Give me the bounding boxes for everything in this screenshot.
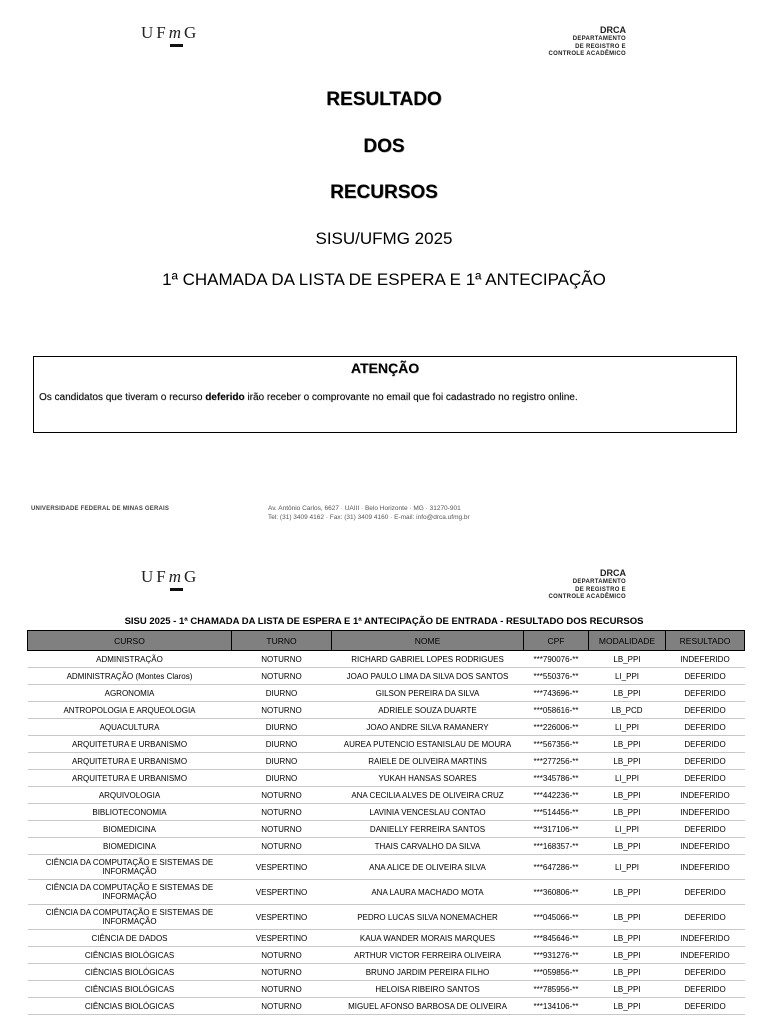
cell-cpf: ***226006-**	[524, 719, 589, 736]
cell-resultado: DEFERIDO	[666, 981, 745, 998]
cell-resultado: DEFERIDO	[666, 685, 745, 702]
cell-modalidade: LB_PPI	[589, 947, 666, 964]
cell-modalidade: LB_PPI	[589, 736, 666, 753]
cell-modalidade: LB_PPI	[589, 964, 666, 981]
logo-text-g: G	[184, 567, 200, 586]
cell-modalidade: LI_PPI	[589, 668, 666, 685]
cell-modalidade: LB_PPI	[589, 981, 666, 998]
cell-resultado: DEFERIDO	[666, 880, 745, 905]
cell-curso: CIÊNCIAS BIOLÓGICAS	[28, 964, 232, 981]
cell-resultado: DEFERIDO	[666, 770, 745, 787]
logo-text-uf: UF	[141, 23, 169, 42]
logo-text-m: m	[168, 567, 185, 586]
cell-cpf: ***345786-**	[524, 770, 589, 787]
cell-curso: CIÊNCIA DA COMPUTAÇÃO E SISTEMAS DE INFORMAÇÃO	[28, 880, 232, 905]
drca-line3: CONTROLE ACADÊMICO	[548, 51, 626, 58]
cell-modalidade: LB_PCD	[589, 702, 666, 719]
cell-curso: ARQUIVOLOGIA	[28, 787, 232, 804]
cell-nome: AUREA PUTENCIO ESTANISLAU DE MOURA	[332, 736, 524, 753]
cell-curso: CIÊNCIA DE DADOS	[28, 930, 232, 947]
cell-resultado: INDEFERIDO	[666, 855, 745, 880]
cell-turno: NOTURNO	[232, 787, 332, 804]
table-row	[28, 838, 745, 855]
table-row	[28, 947, 745, 964]
cell-cpf: ***567356-**	[524, 736, 589, 753]
attention-text	[39, 392, 736, 403]
cell-modalidade: LB_PPI	[589, 753, 666, 770]
cell-cpf: ***514456-**	[524, 804, 589, 821]
cell-turno: NOTURNO	[232, 947, 332, 964]
cell-nome: THAIS CARVALHO DA SILVA	[332, 838, 524, 855]
cell-cpf: ***785956-**	[524, 981, 589, 998]
cell-turno: NOTURNO	[232, 838, 332, 855]
drca-header	[548, 25, 626, 59]
table-row	[28, 736, 745, 753]
cell-modalidade: LB_PPI	[589, 998, 666, 1015]
table-row	[28, 719, 745, 736]
cell-curso: ANTROPOLOGIA E ARQUEOLOGIA	[28, 702, 232, 719]
cell-nome: PEDRO LUCAS SILVA NONEMACHER	[332, 905, 524, 930]
cell-cpf: ***931276-**	[524, 947, 589, 964]
cell-modalidade: LB_PPI	[589, 787, 666, 804]
cover-title-dos: DOS	[363, 136, 405, 157]
cell-nome: ANA CECILIA ALVES DE OLIVEIRA CRUZ	[332, 787, 524, 804]
footer-address-block	[268, 504, 470, 523]
cell-modalidade: LB_PPI	[589, 905, 666, 930]
cell-modalidade: LB_PPI	[589, 930, 666, 947]
cell-curso: ARQUITETURA E URBANISMO	[28, 770, 232, 787]
table-row	[28, 804, 745, 821]
cell-turno: NOTURNO	[232, 651, 332, 668]
table-row	[28, 668, 745, 685]
attention-box	[33, 356, 737, 433]
cell-curso: BIBLIOTECONOMIA	[28, 804, 232, 821]
cell-turno: NOTURNO	[232, 804, 332, 821]
cover-subtitle-sisu: SISU/UFMG 2025	[315, 229, 453, 248]
cell-curso: CIÊNCIAS BIOLÓGICAS	[28, 981, 232, 998]
attention-text-before: Os candidatos que tiveram o recurso	[39, 392, 206, 403]
table-row	[28, 821, 745, 838]
cell-cpf: ***059856-**	[524, 964, 589, 981]
cell-curso: ARQUITETURA E URBANISMO	[28, 753, 232, 770]
cell-resultado: INDEFERIDO	[666, 651, 745, 668]
table-header-row	[28, 631, 745, 651]
cell-curso: AQUACULTURA	[28, 719, 232, 736]
table-row	[28, 651, 745, 668]
column-header-resultado: RESULTADO	[666, 631, 745, 651]
cell-cpf: ***442236-**	[524, 787, 589, 804]
cell-curso: CIÊNCIA DA COMPUTAÇÃO E SISTEMAS DE INFORMAÇÃO	[28, 855, 232, 880]
cell-cpf: ***058616-**	[524, 702, 589, 719]
cell-turno: VESPERTINO	[232, 855, 332, 880]
column-header-cpf: CPF	[524, 631, 589, 651]
cell-resultado: DEFERIDO	[666, 736, 745, 753]
cell-resultado: INDEFERIDO	[666, 947, 745, 964]
cell-cpf: ***790076-**	[524, 651, 589, 668]
cell-turno: DIURNO	[232, 736, 332, 753]
logo-text-m: m	[168, 23, 185, 42]
cell-turno: VESPERTINO	[232, 930, 332, 947]
column-header-curso: CURSO	[28, 631, 232, 651]
table-row	[28, 770, 745, 787]
cell-cpf: ***845646-**	[524, 930, 589, 947]
cover-subtitle-chamada: 1ª CHAMADA DA LISTA DE ESPERA E 1ª ANTECIPAÇÃO	[162, 270, 606, 289]
ufmg-logo	[141, 23, 199, 43]
footer-contact: Tel: (31) 3409 4162 · Fax: (31) 3409 4160 · E-mail: info@drca.ufmg.br	[268, 514, 470, 522]
column-header-turno: TURNO	[232, 631, 332, 651]
drca-header-page2	[548, 568, 626, 602]
cell-nome: HELOISA RIBEIRO SANTOS	[332, 981, 524, 998]
table-row	[28, 702, 745, 719]
cell-turno: DIURNO	[232, 719, 332, 736]
cell-nome: JOAO PAULO LIMA DA SILVA DOS SANTOS	[332, 668, 524, 685]
cell-resultado: DEFERIDO	[666, 753, 745, 770]
logo-text-g: G	[184, 23, 200, 42]
cell-cpf: ***168357-**	[524, 838, 589, 855]
cell-modalidade: LI_PPI	[589, 821, 666, 838]
column-header-nome: NOME	[332, 631, 524, 651]
cell-turno: NOTURNO	[232, 981, 332, 998]
cell-cpf: ***550376-**	[524, 668, 589, 685]
footer-university: UNIVERSIDADE FEDERAL DE MINAS GERAIS	[31, 506, 170, 512]
cell-resultado: DEFERIDO	[666, 964, 745, 981]
cover-title-recursos: RECURSOS	[330, 182, 438, 203]
table-row	[28, 930, 745, 947]
cell-nome: LAVINIA VENCESLAU CONTAO	[332, 804, 524, 821]
table-row	[28, 855, 745, 880]
drca-line1: DEPARTAMENTO	[572, 579, 626, 586]
cell-resultado: INDEFERIDO	[666, 838, 745, 855]
cell-resultado: DEFERIDO	[666, 998, 745, 1015]
drca-line1: DEPARTAMENTO	[572, 36, 626, 43]
attention-text-bold: deferido	[205, 392, 245, 403]
cell-resultado: DEFERIDO	[666, 719, 745, 736]
attention-text-after: irão receber o comprovante no email que foi cadastrado no registro online.	[244, 392, 578, 403]
cell-curso: ARQUITETURA E URBANISMO	[28, 736, 232, 753]
cell-modalidade: LB_PPI	[589, 838, 666, 855]
cell-cpf: ***743696-**	[524, 685, 589, 702]
cell-nome: ANA LAURA MACHADO MOTA	[332, 880, 524, 905]
cell-modalidade: LB_PPI	[589, 880, 666, 905]
attention-title: ATENÇÃO	[350, 360, 420, 376]
cell-resultado: DEFERIDO	[666, 905, 745, 930]
cell-modalidade: LI_PPI	[589, 855, 666, 880]
table-row	[28, 753, 745, 770]
table-row	[28, 880, 745, 905]
cell-cpf: ***134106-**	[524, 998, 589, 1015]
table-row	[28, 964, 745, 981]
drca-line2: DE REGISTRO E	[575, 43, 626, 50]
cell-turno: NOTURNO	[232, 821, 332, 838]
cell-curso: CIÊNCIA DA COMPUTAÇÃO E SISTEMAS DE INFORMAÇÃO	[28, 905, 232, 930]
drca-line3: CONTROLE ACADÊMICO	[548, 594, 626, 601]
cell-turno: NOTURNO	[232, 668, 332, 685]
ufmg-logo-page2	[141, 567, 199, 587]
cover-title-resultado: RESULTADO	[326, 89, 442, 110]
drca-title: DRCA	[600, 568, 626, 578]
cell-curso: BIOMEDICINA	[28, 821, 232, 838]
cell-nome: RICHARD GABRIEL LOPES RODRIGUES	[332, 651, 524, 668]
drca-line2: DE REGISTRO E	[575, 586, 626, 593]
cell-turno: DIURNO	[232, 753, 332, 770]
table-row	[28, 685, 745, 702]
cell-modalidade: LB_PPI	[589, 651, 666, 668]
cell-nome: MIGUEL AFONSO BARBOSA DE OLIVEIRA	[332, 998, 524, 1015]
table-row	[28, 905, 745, 930]
cell-nome: ADRIELE SOUZA DUARTE	[332, 702, 524, 719]
column-header-modalidade: MODALIDADE	[589, 631, 666, 651]
cell-modalidade: LI_PPI	[589, 770, 666, 787]
cell-nome: KAUA WANDER MORAIS MARQUES	[332, 930, 524, 947]
results-table	[27, 630, 745, 1015]
cell-nome: RAIELE DE OLIVEIRA MARTINS	[332, 753, 524, 770]
cell-cpf: ***317106-**	[524, 821, 589, 838]
cell-curso: CIÊNCIAS BIOLÓGICAS	[28, 947, 232, 964]
cell-nome: DANIELLY FERREIRA SANTOS	[332, 821, 524, 838]
cell-nome: JOAO ANDRE SILVA RAMANERY	[332, 719, 524, 736]
cell-nome: YUKAH HANSAS SOARES	[332, 770, 524, 787]
cell-turno: VESPERTINO	[232, 880, 332, 905]
cell-modalidade: LB_PPI	[589, 685, 666, 702]
footer-address: Av. Antônio Carlos, 6627 · UAIII · Belo Horizonte · MG · 31270-901	[268, 505, 461, 512]
cell-nome: GILSON PEREIRA DA SILVA	[332, 685, 524, 702]
cell-cpf: ***360806-**	[524, 880, 589, 905]
cell-curso: BIOMEDICINA	[28, 838, 232, 855]
logo-text-uf: UF	[141, 567, 169, 586]
cell-turno: NOTURNO	[232, 702, 332, 719]
cell-nome: ARTHUR VICTOR FERREIRA OLIVEIRA	[332, 947, 524, 964]
table-title: SISU 2025 - 1ª CHAMADA DA LISTA DE ESPERA E 1ª ANTECIPAÇÃO DE ENTRADA - RESULTADO DOS RECURSOS	[124, 616, 644, 627]
cell-turno: NOTURNO	[232, 998, 332, 1015]
cell-curso: AGRONOMIA	[28, 685, 232, 702]
cell-curso: ADMINISTRAÇÃO (Montes Claros)	[28, 668, 232, 685]
cell-resultado: DEFERIDO	[666, 702, 745, 719]
table-row	[28, 787, 745, 804]
cell-modalidade: LI_PPI	[589, 719, 666, 736]
cell-turno: VESPERTINO	[232, 905, 332, 930]
cell-resultado: INDEFERIDO	[666, 787, 745, 804]
cell-curso: CIÊNCIAS BIOLÓGICAS	[28, 998, 232, 1015]
table-row	[28, 981, 745, 998]
cell-nome: BRUNO JARDIM PEREIRA FILHO	[332, 964, 524, 981]
cell-curso: ADMINISTRAÇÃO	[28, 651, 232, 668]
cell-turno: NOTURNO	[232, 964, 332, 981]
cell-cpf: ***647286-**	[524, 855, 589, 880]
cell-resultado: INDEFERIDO	[666, 930, 745, 947]
cell-cpf: ***045066-**	[524, 905, 589, 930]
drca-title: DRCA	[600, 25, 626, 35]
cell-turno: DIURNO	[232, 685, 332, 702]
cell-resultado: INDEFERIDO	[666, 804, 745, 821]
cell-turno: DIURNO	[232, 770, 332, 787]
cell-modalidade: LB_PPI	[589, 804, 666, 821]
table-body	[28, 651, 745, 1015]
cell-nome: ANA ALICE DE OLIVEIRA SILVA	[332, 855, 524, 880]
cell-resultado: DEFERIDO	[666, 821, 745, 838]
cell-cpf: ***277256-**	[524, 753, 589, 770]
cell-resultado: DEFERIDO	[666, 668, 745, 685]
table-row	[28, 998, 745, 1015]
